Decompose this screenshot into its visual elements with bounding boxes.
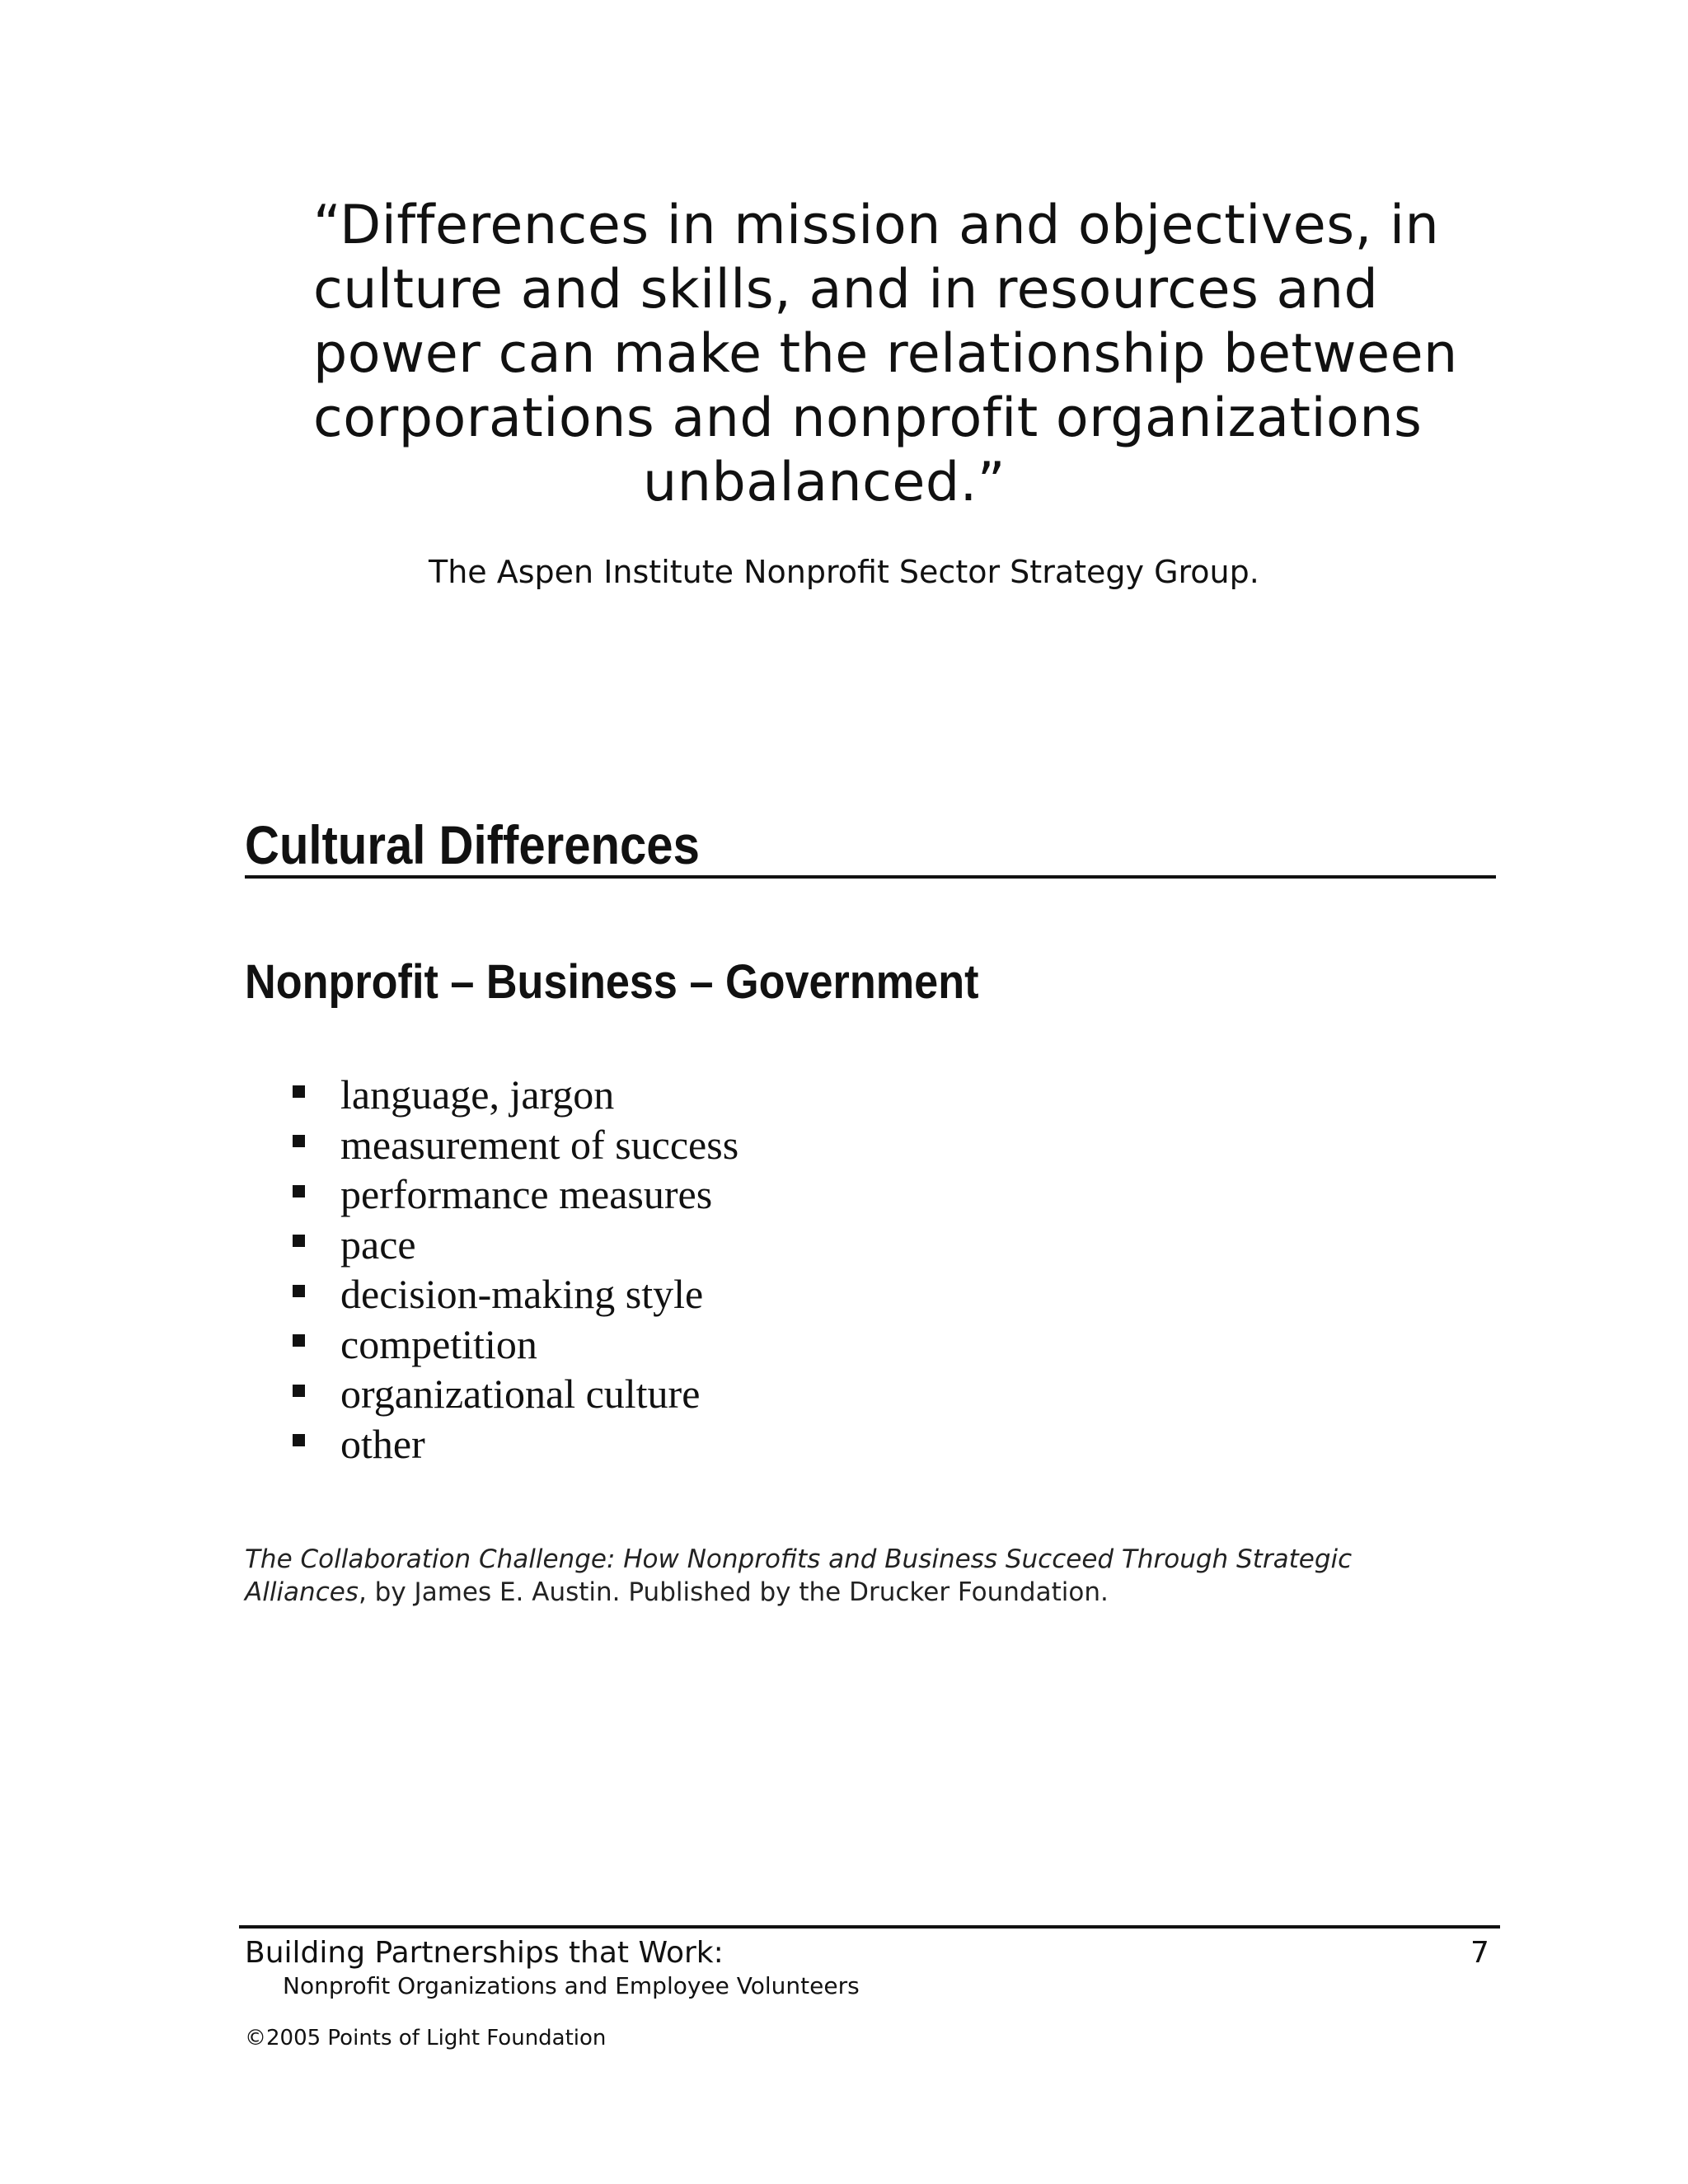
square-bullet-icon: [293, 1135, 305, 1147]
subheading: Nonprofit – Business – Government: [245, 955, 979, 1009]
quote-line: power can make the relationship between: [313, 323, 1458, 385]
square-bullet-icon: [293, 1085, 305, 1098]
footer-divider: [239, 1925, 1500, 1929]
list-item: [293, 1369, 738, 1419]
citation-title-end: Alliances: [245, 1577, 359, 1607]
square-bullet-icon: [293, 1385, 305, 1397]
citation-line-1: [245, 1543, 1352, 1576]
list-item: [293, 1419, 738, 1469]
list-item: [293, 1169, 738, 1220]
bullet-list: [293, 1070, 738, 1469]
quote-line: corporations and nonprofit organizations: [313, 387, 1423, 449]
quote-line: “Differences in mission and objectives, in: [313, 194, 1440, 256]
pull-quote: [313, 194, 1458, 515]
square-bullet-icon: [293, 1434, 305, 1446]
list-item-text: measurement of success: [340, 1121, 739, 1168]
list-item: [293, 1070, 738, 1120]
section-heading-text: Cultural Differences: [245, 814, 700, 875]
list-item-text: decision-making style: [340, 1271, 704, 1318]
citation-details: , by James E. Austin. Published by the Drucker Foundation.: [358, 1577, 1109, 1607]
list-item-text: language, jargon: [340, 1071, 615, 1118]
footer-title: Building Partnerships that Work:: [245, 1936, 724, 1970]
footer-copyright: ©2005 Points of Light Foundation: [245, 2026, 607, 2050]
list-item-text: competition: [340, 1320, 537, 1367]
citation: [245, 1543, 1352, 1609]
list-item-text: pace: [340, 1221, 416, 1268]
quote-attribution: The Aspen Institute Nonprofit Sector Strategy Group.: [429, 554, 1259, 590]
page-number: 7: [1470, 1936, 1489, 1970]
list-item-text: performance measures: [340, 1171, 713, 1218]
citation-title: The Collaboration Challenge: How Nonprofits and Business Succeed Through Strategic: [245, 1544, 1353, 1574]
square-bullet-icon: [293, 1185, 305, 1197]
section-heading: [245, 814, 1496, 879]
list-item-text: other: [340, 1420, 425, 1467]
square-bullet-icon: [293, 1235, 305, 1247]
citation-line-2: [245, 1576, 1352, 1609]
list-item: [293, 1319, 738, 1370]
list-item: [293, 1220, 738, 1270]
list-item: [293, 1120, 738, 1170]
square-bullet-icon: [293, 1334, 305, 1347]
list-item: [293, 1269, 738, 1319]
list-item-text: organizational culture: [340, 1371, 701, 1418]
footer-subtitle: Nonprofit Organizations and Employee Volunteers: [283, 1972, 860, 1999]
square-bullet-icon: [293, 1285, 305, 1297]
quote-line: culture and skills, and in resources and: [313, 259, 1379, 321]
quote-line: unbalanced.”: [643, 452, 1006, 513]
